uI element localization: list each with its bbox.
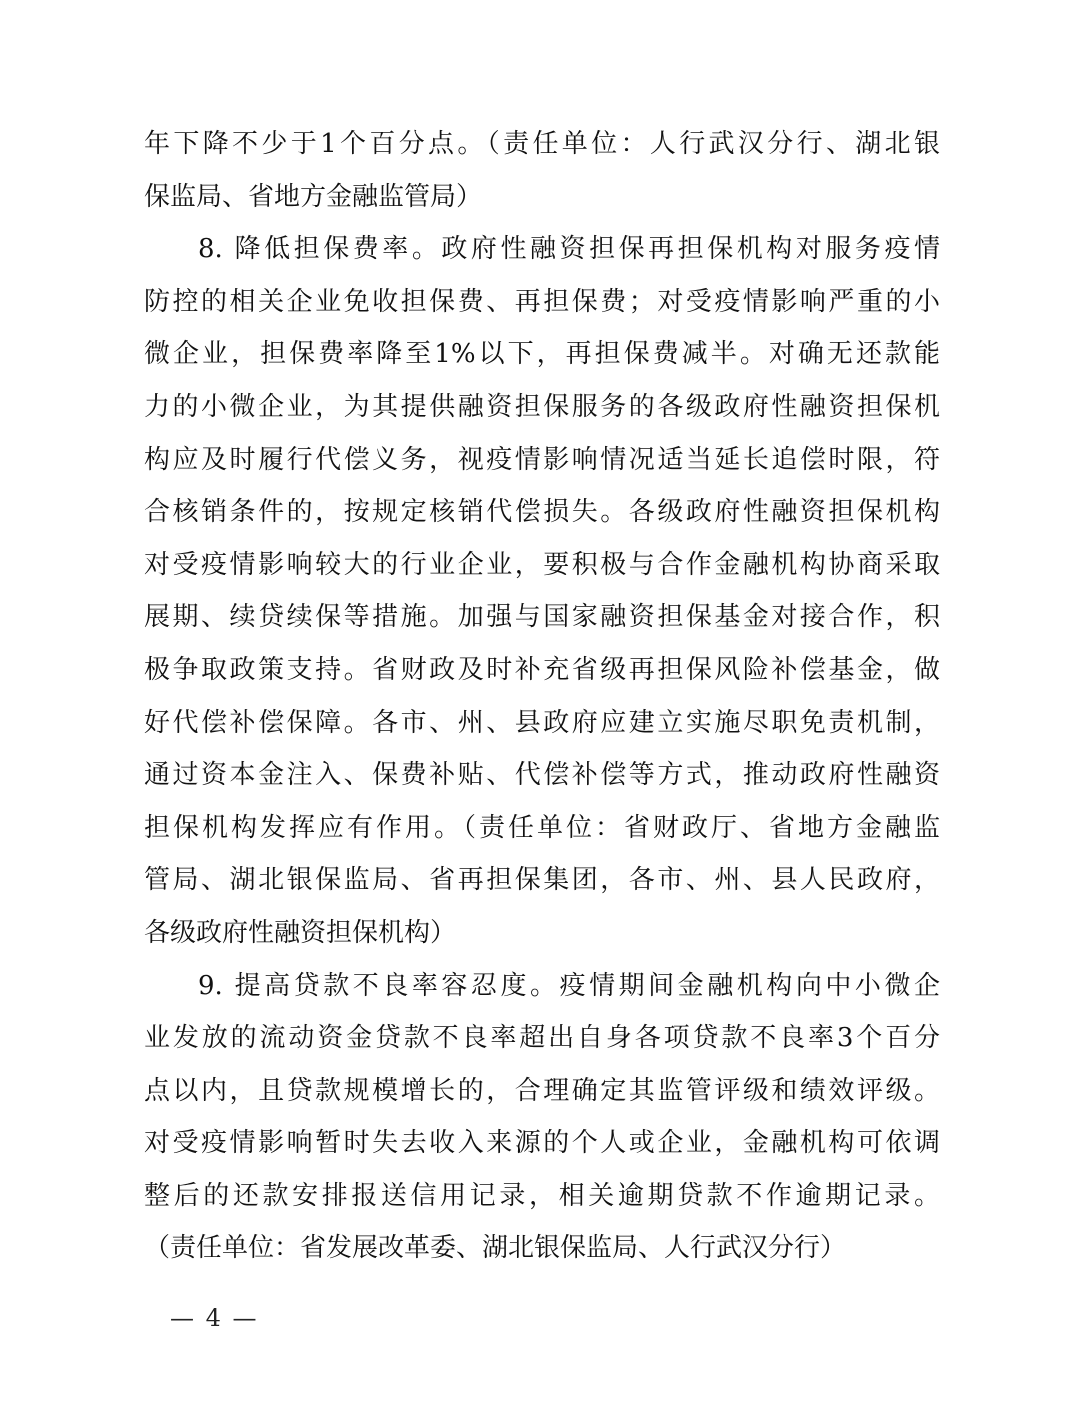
text-line: 保监局、省地方金融监管局） bbox=[144, 181, 483, 212]
text-line: 业发放的流动资金贷款不良率超出自身各项贷款不良率3个百分 bbox=[144, 1023, 940, 1054]
text-line: 管局、湖北银保监局、省再担保集团，各市、州、县人民政府， bbox=[144, 865, 940, 896]
text-line: 极争取政策支持。省财政及时补充省级再担保风险补偿基金，做 bbox=[144, 654, 940, 685]
text-line: 力的小微企业，为其提供融资担保服务的各级政府性融资担保机 bbox=[144, 391, 940, 422]
text-line: 通过资本金注入、保费补贴、代偿补偿等方式，推动政府性融资 bbox=[144, 760, 940, 791]
text-line: 担保机构发挥应有作用。（责任单位：省财政厅、省地方金融监 bbox=[144, 812, 940, 843]
paragraph-heading-line: 9. 提高贷款不良率容忍度。疫情期间金融机构向中小微企 bbox=[198, 970, 940, 1001]
text-line: 整后的还款安排报送信用记录，相关逾期贷款不作逾期记录。 bbox=[144, 1180, 940, 1211]
text-line: 好代偿补偿保障。各市、州、县政府应建立实施尽职免责机制， bbox=[144, 707, 940, 738]
text-line: 对受疫情影响较大的行业企业，要积极与合作金融机构协商采取 bbox=[144, 549, 940, 580]
page-number: — 4 — bbox=[170, 1304, 259, 1332]
text-line: 年下降不少于1个百分点。（责任单位：人行武汉分行、湖北银 bbox=[144, 129, 940, 159]
text-line: 微企业，担保费率降至1%以下，再担保费减半。对确无还款能 bbox=[144, 339, 940, 370]
text-line: （责任单位：省发展改革委、湖北银保监局、人行武汉分行） bbox=[144, 1233, 847, 1264]
text-line: 对受疫情影响暂时失去收入来源的个人或企业，金融机构可依调 bbox=[144, 1128, 940, 1159]
text-line: 合核销条件的，按规定核销代偿损失。各级政府性融资担保机构 bbox=[144, 497, 940, 528]
text-line: 构应及时履行代偿义务，视疫情影响情况适当延长追偿时限，符 bbox=[144, 444, 940, 475]
body-text bbox=[144, 118, 940, 1275]
text-line: 展期、续贷续保等措施。加强与国家融资担保基金对接合作，积 bbox=[144, 602, 940, 633]
text-line: 点以内，且贷款规模增长的，合理确定其监管评级和绩效评级。 bbox=[144, 1075, 940, 1106]
text-line: 各级政府性融资担保机构） bbox=[144, 917, 457, 948]
paragraph-heading-line: 8. 降低担保费率。政府性融资担保再担保机构对服务疫情 bbox=[198, 234, 940, 265]
text-line: 防控的相关企业免收担保费、再担保费；对受疫情影响严重的小 bbox=[144, 286, 940, 317]
